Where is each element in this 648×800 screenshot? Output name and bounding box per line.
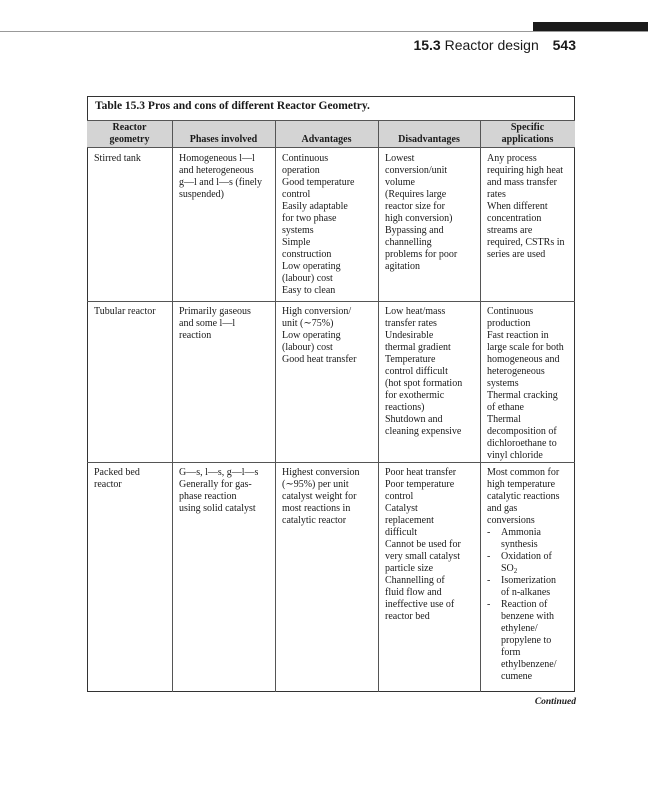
cell-line: Reaction of [501,599,548,610]
cell-line: High conversion/ [282,306,352,317]
cell-line: Isomerization [501,575,556,586]
cell-line: and gas [487,503,518,514]
section-number: 15.3 [413,37,441,53]
cell-line: dichloroethane to [487,438,557,449]
bullet-item [487,599,572,683]
cell-line: difficult [385,527,418,538]
formula-subscript: 2 [513,567,518,575]
cell-line: unit (∼75%) [282,318,334,329]
cell-line: Continuous [282,153,329,164]
table-cell-phases [179,306,272,342]
cell-line: Generally for gas- [179,479,252,490]
column-separator [480,120,481,692]
bullet-item [487,575,572,599]
cell-line: most reactions in [282,503,351,514]
cell-line: Good heat transfer [282,354,357,365]
cell-line: Undesirable [385,330,434,341]
chemical-formula [487,563,572,575]
cell-line: When different [487,201,548,212]
cell-line: of ethane [487,402,524,413]
cell-line: (labour) cost [282,273,333,284]
header-line: applications [501,133,554,145]
cell-line: agitation [385,261,420,272]
table-cell-geometry [94,467,169,491]
cell-line: control [385,491,414,502]
table-caption: Table 15.3 Pros and cons of different Reactor Geometry. [95,100,370,112]
cell-line: Packed bed [94,467,140,478]
cell-line: for exothermic [385,390,445,401]
cell-line: reaction [179,330,212,341]
cell-line: (Requires large [385,189,447,200]
cell-line: Most common for [487,467,560,478]
cell-line: catalytic reactions [487,491,560,502]
cell-line: high temperature [487,479,556,490]
cell-line: and heterogeneous [179,165,254,176]
bullet-item [487,527,572,551]
cell-line: reactions) [385,402,425,413]
cell-line: thermal gradient [385,342,451,353]
table-cell-applications [487,467,572,683]
cell-line: particle size [385,563,434,574]
cell-line: conversion/unit [385,165,448,176]
column-separator [378,120,379,692]
cell-line: and mass transfer [487,177,557,188]
row-separator [87,462,575,463]
cell-line: ineffective use of [385,599,455,610]
cell-line: control [282,189,311,200]
cell-line: Thermal [487,414,521,425]
header-line: Specific [510,122,545,133]
cell-line: Fast reaction in [487,330,549,341]
cell-line: high conversion) [385,213,453,224]
cell-line: conversions [487,515,535,526]
table-cell-geometry [94,153,169,165]
table-cell-phases [179,153,272,201]
cell-line: catalyst weight for [282,491,357,502]
row-separator [87,301,575,302]
cell-line: Any process [487,153,537,164]
cell-line: for two phase [282,213,337,224]
cell-line: decomposition of [487,426,557,437]
cell-line: Primarily gaseous [179,306,251,317]
cell-line: Thermal cracking [487,390,558,401]
cell-line: large scale for both [487,342,564,353]
header-bottom-rule [87,147,575,148]
cell-line: Bypassing and [385,225,444,236]
cell-line: systems [282,225,314,236]
bullet-marker: - [487,599,491,610]
cell-line: Poor temperature [385,479,455,490]
header-rule [0,31,648,32]
cell-line: form [501,647,521,658]
cell-line: operation [282,165,320,176]
cell-line: Temperature [385,354,436,365]
column-separator [275,120,276,692]
table-cell-advantages [282,467,375,527]
cell-line: propylene to [501,635,552,646]
header-line: Advantages [301,133,352,145]
bullet-marker: - [487,551,491,562]
cell-line: control difficult [385,366,448,377]
cell-line: of n-alkanes [501,587,551,598]
cell-line: Continuous [487,306,534,317]
table-cell-advantages [282,306,375,366]
cell-line: g—l and l—s (finely [179,177,263,188]
cell-line: Simple [282,237,311,248]
cell-line: Easy to clean [282,285,336,296]
cell-line: (∼95%) per unit [282,479,349,490]
cell-line: Ammonia [501,527,541,538]
continued-label: Continued [534,697,576,707]
cell-line: Tubular reactor [94,306,156,317]
column-separator [172,120,173,692]
cell-line: transfer rates [385,318,437,329]
header-line: Phases involved [189,133,258,145]
cell-line: (hot spot formation [385,378,463,389]
table-cell-phases [179,467,272,515]
cell-line: homogeneous and [487,354,560,365]
cell-line: using solid catalyst [179,503,256,514]
cell-line: catalytic reactor [282,515,347,526]
cell-line: Cannot be used for [385,539,461,550]
header-line: Reactor [112,122,147,133]
cell-line: reactor size for [385,201,445,212]
cell-line: Good temperature [282,177,355,188]
cell-line: problems for poor [385,249,458,260]
cell-line: Low operating [282,261,341,272]
cell-line: G—s, l—s, g—l—s [179,467,259,478]
table-cell-disadvantages [385,467,477,623]
cell-line: ethylene/ [501,623,538,634]
table-cell-geometry [94,306,169,318]
cell-line: suspended) [179,189,224,200]
bullet-marker: - [487,527,491,538]
cell-line: cumene [501,671,533,682]
cell-line: cleaning expensive [385,426,462,437]
cell-line: streams are [487,225,533,236]
cell-line: rates [487,189,506,200]
section-title: Reactor design [444,37,539,53]
cell-line: synthesis [501,539,538,550]
cell-line: Channelling of [385,575,445,586]
cell-line: reactor [94,479,122,490]
cell-line: heterogeneous [487,366,545,377]
table-cell-applications [487,153,572,261]
cell-line: Stirred tank [94,153,141,164]
cell-line: production [487,318,531,329]
cell-line: Catalyst [385,503,418,514]
header-advantages [275,120,378,147]
cell-line: Highest conversion [282,467,360,478]
cell-line: series are used [487,249,546,260]
cell-line: ethylbenzene/ [501,659,557,670]
table-cell-disadvantages [385,306,477,438]
header-phases [172,120,275,147]
running-head [400,37,576,53]
cell-line: Low operating [282,330,341,341]
formula-base: SO [501,563,514,574]
table-cell-disadvantages [385,153,477,273]
cell-line: required, CSTRs in [487,237,565,248]
header-disadvantages [378,120,480,147]
cell-line: phase reaction [179,491,237,502]
cell-line: systems [487,378,519,389]
cell-line: reactor bed [385,611,430,622]
cell-line: very small catalyst [385,551,460,562]
cell-line: benzene with [501,611,555,622]
page-number: 543 [552,37,576,53]
table-cell-applications [487,306,572,462]
cell-line: Shutdown and [385,414,443,425]
bullet-item [487,551,572,575]
header-line: geometry [109,133,150,145]
header-applications [480,120,575,147]
header-line: Disadvantages [398,133,460,145]
cell-line: Homogeneous l—l [179,153,255,164]
cell-line: Lowest [385,153,415,164]
cell-line: vinyl chloride [487,450,543,461]
bullet-marker: - [487,575,491,586]
cell-line: Easily adaptable [282,201,348,212]
table-cell-advantages [282,153,375,297]
header-bar [533,22,648,31]
header-geometry [87,120,172,147]
cell-line: Low heat/mass [385,306,446,317]
cell-line: replacement [385,515,434,526]
cell-line: channelling [385,237,432,248]
cell-line: requiring high heat [487,165,564,176]
cell-line: (labour) cost [282,342,333,353]
cell-line: construction [282,249,332,260]
cell-line: volume [385,177,415,188]
cell-line: and some l—l [179,318,236,329]
cell-line: concentration [487,213,542,224]
cell-line: Oxidation of [501,551,552,562]
cell-line: Poor heat transfer [385,467,457,478]
cell-line: fluid flow and [385,587,442,598]
